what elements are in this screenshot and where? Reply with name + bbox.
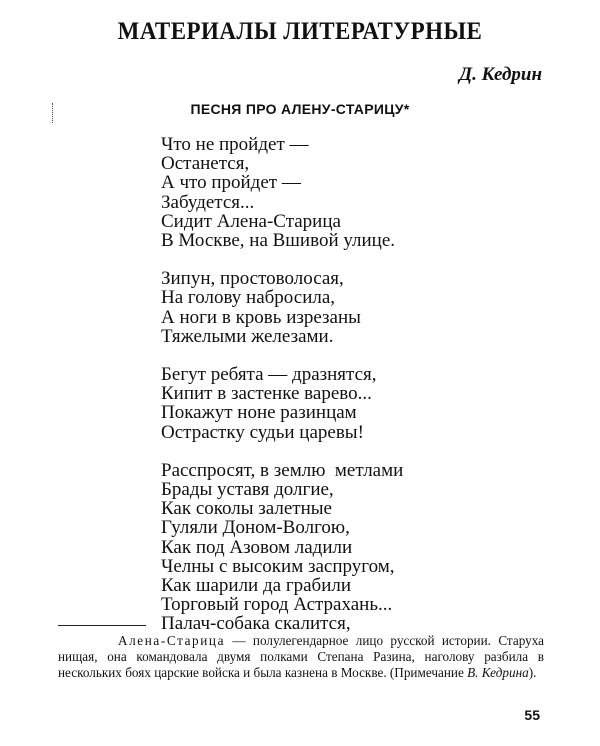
poem-line: Острастку судьи царевы! (161, 421, 364, 443)
poem-line: Торговый город Астрахань... (161, 594, 393, 616)
poem-line: Зипун, простоволосая, (161, 268, 344, 290)
footnote-divider (58, 625, 146, 626)
poem-stanza (161, 269, 491, 346)
poem-line: Брады уставя долгие, (161, 479, 334, 501)
poem-stanza (161, 365, 491, 442)
footnote-closing: ). (528, 665, 537, 680)
poem-line: Как под Азовом ладили (161, 536, 353, 558)
poem-line: Покажут ноне разинцам (161, 402, 357, 424)
poem-line: Сидит Алена-Старица (161, 210, 341, 232)
poem-line: А что пройдет — (161, 172, 301, 194)
poem-line: В Москве, на Вшивой улице. (161, 230, 396, 252)
poem-line: Бегут ребята — дразнятся, (161, 364, 377, 386)
page-number: 55 (524, 707, 540, 723)
poem-title: ПЕСНЯ ПРО АЛЕНУ-СТАРИЦУ* (190, 101, 410, 117)
poem-line: Как шарили да грабили (161, 575, 352, 597)
poem-line: Тяжелыми железами. (161, 325, 334, 347)
poem-line: На голову набросила, (161, 287, 336, 309)
poem-line: Останется, (161, 153, 250, 175)
section-title: МАТЕРИАЛЫ ЛИТЕРАТУРНЫЕ (117, 18, 483, 45)
footnote-term: Алена-Старица (118, 633, 226, 648)
author-name: Д. Кедрин (459, 64, 542, 85)
poem-line: Гуляли Доном-Волгою, (161, 517, 350, 539)
footnote-note-author: В. Кедрина (467, 665, 529, 680)
poem-line: Расспросят, в землю метлами (161, 459, 404, 481)
footnote-text: — полулегендарное лицо русской истории. Старуха нищая, она командовала двумя полками Степана Разина, наголову разбила в нескольких боях царские войска и была казнена в Москве. (Примечание (58, 633, 544, 680)
poem-line: Палач-собака скалится, (161, 613, 351, 635)
poem-line: А ноги в кровь изрезаны (161, 306, 361, 328)
poem-line: Кипит в застенке варево... (161, 383, 372, 405)
footnote (58, 633, 544, 681)
poem-line: Что не пройдет — (161, 134, 309, 155)
poem-line: Челны с высоким заспругом, (161, 555, 395, 577)
poem-body (161, 135, 491, 653)
poem-stanza (161, 461, 491, 634)
poem-line: Как соколы залетные (161, 498, 332, 520)
poem-stanza (161, 135, 491, 250)
poem-line: Забудется... (161, 191, 255, 213)
